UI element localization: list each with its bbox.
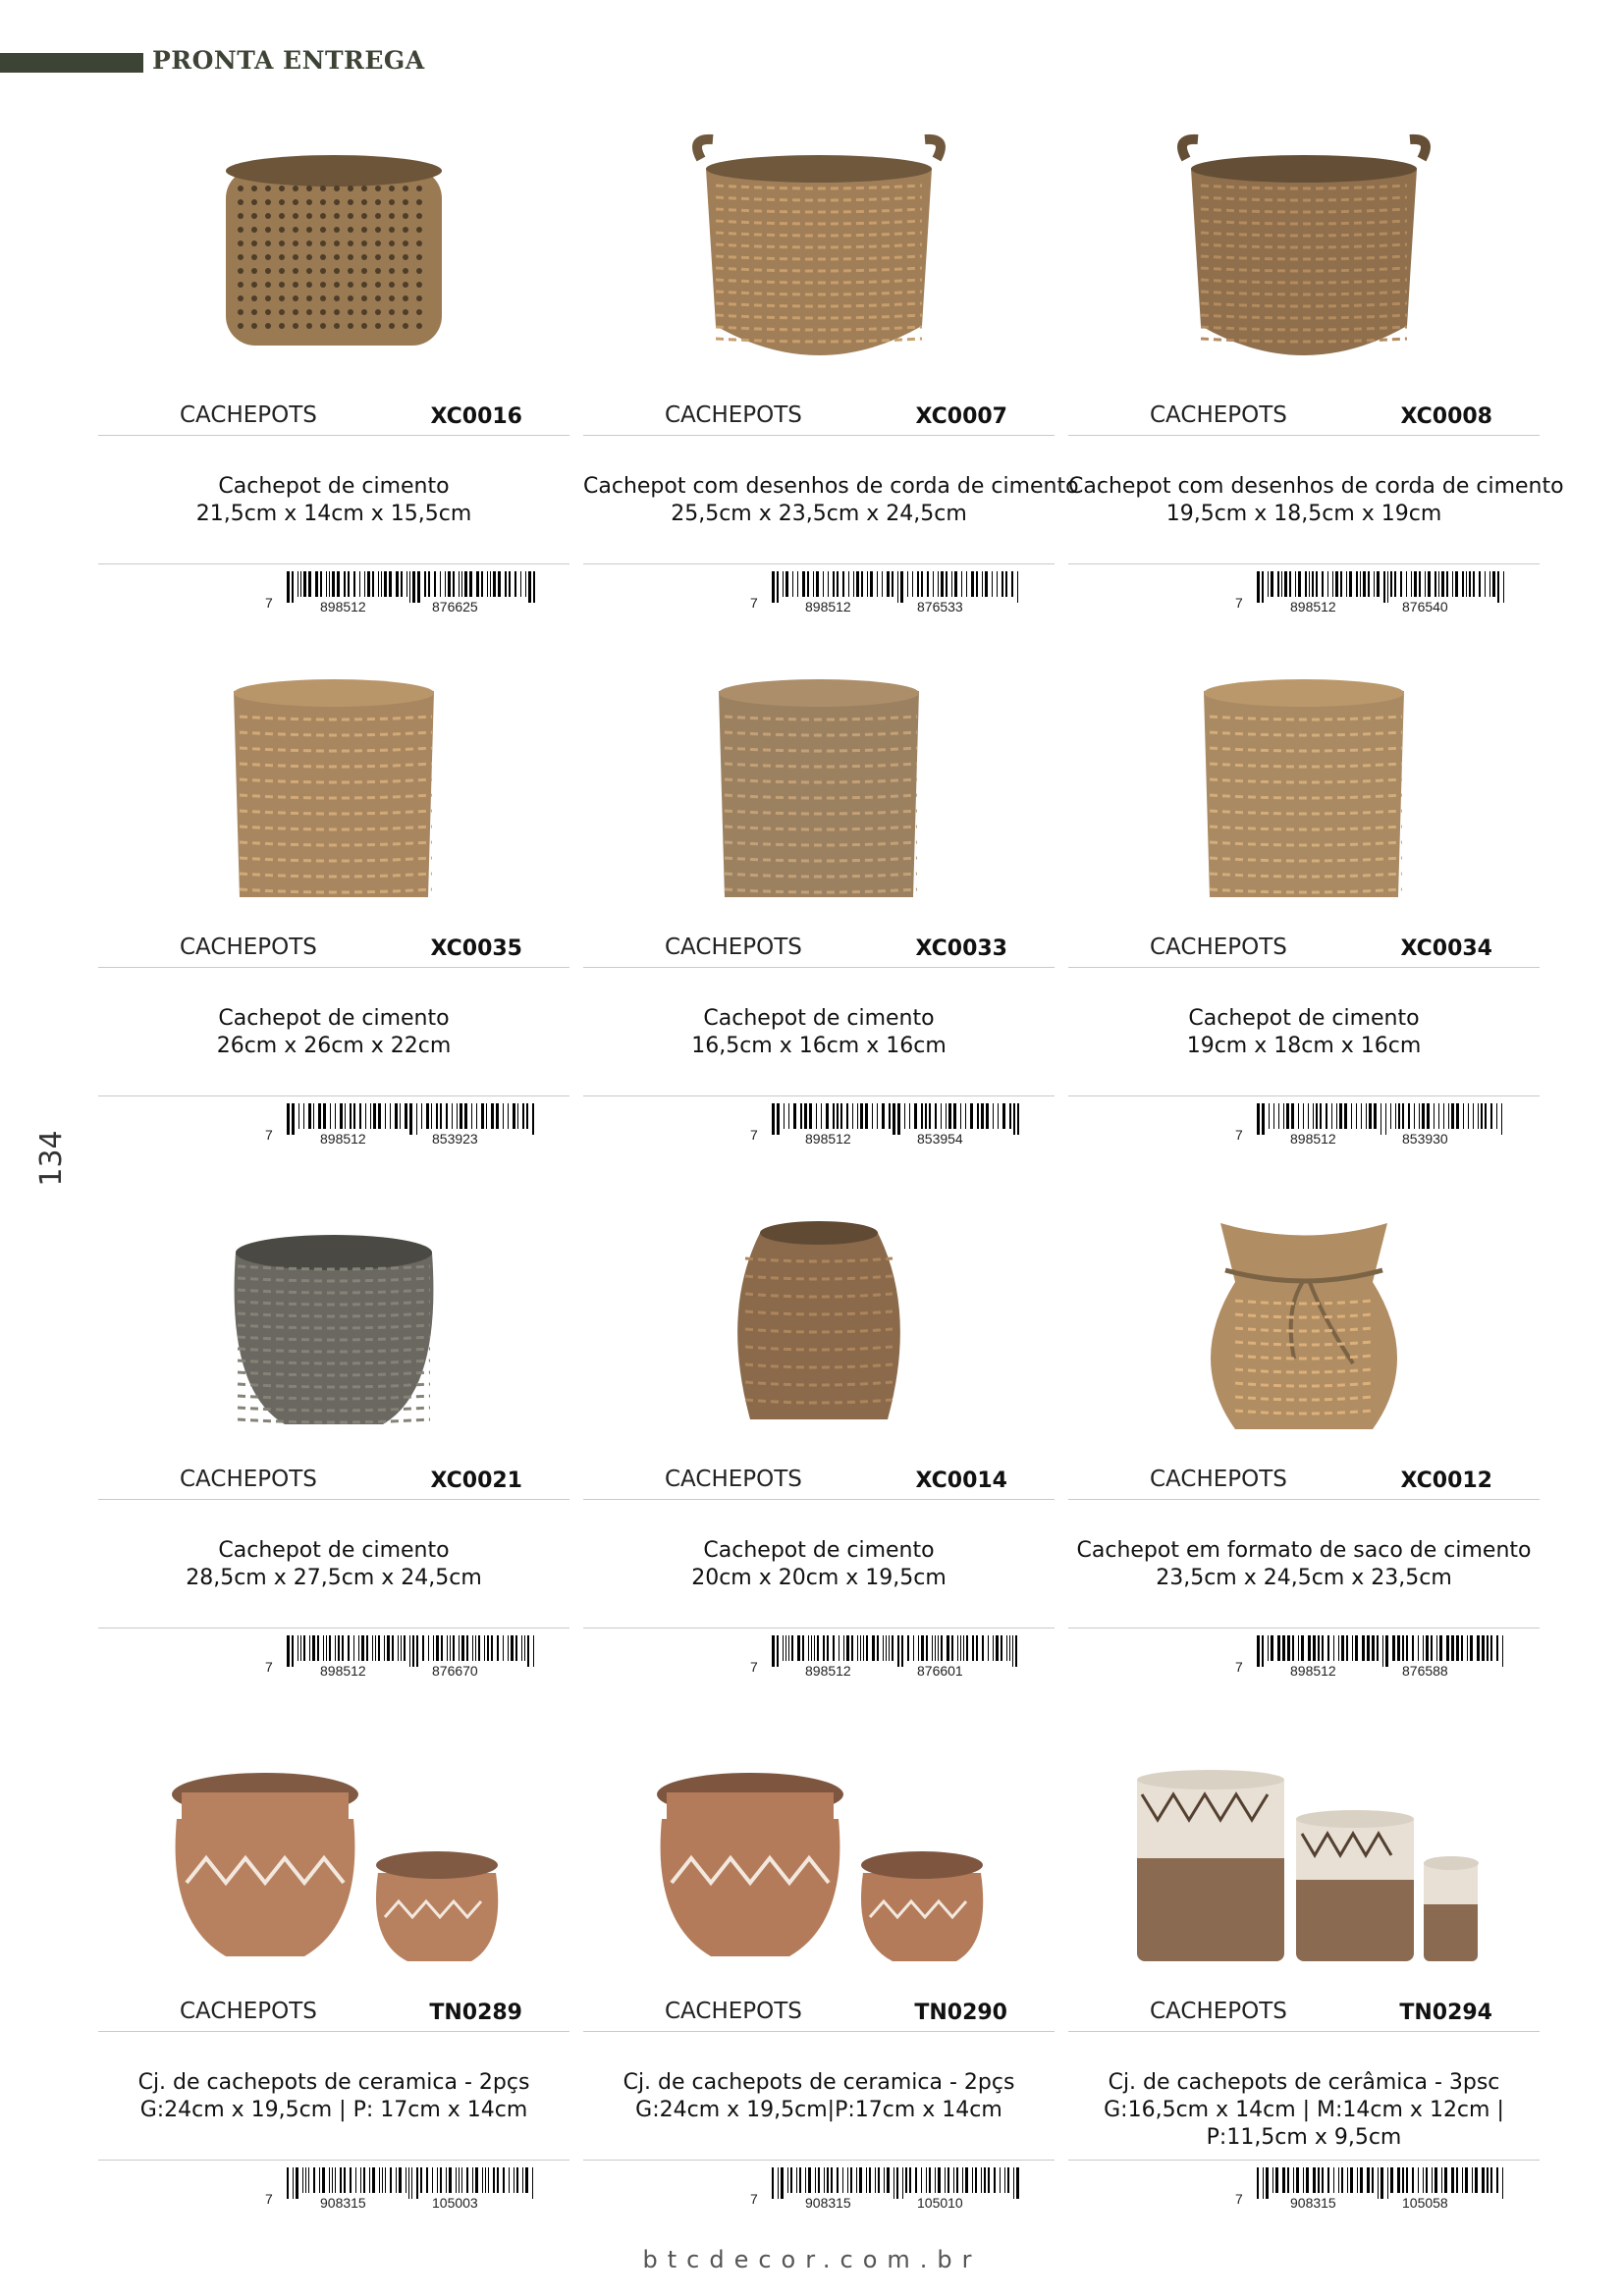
barcode-digit: 7: [1235, 1659, 1243, 1675]
product-card: [98, 1194, 569, 1729]
barcode: [1235, 571, 1510, 618]
description-line: Cachepot de cimento: [218, 474, 450, 499]
description-line: G:24cm x 19,5cm|P:17cm x 14cm: [635, 2098, 1002, 2122]
barcode-digits-right: 105058: [1402, 2195, 1448, 2211]
divider: [98, 563, 569, 564]
barcode-digits-right: 853954: [917, 1131, 963, 1147]
barcode-digits-right: 876670: [432, 1663, 478, 1679]
product-category: CACHEPOTS: [180, 1999, 317, 2024]
barcode-digits-left: 908315: [320, 2195, 366, 2211]
barcode-digits-right: 876625: [432, 599, 478, 614]
barcode-digit: 7: [750, 2191, 758, 2207]
barcode-digits-left: 898512: [805, 599, 851, 614]
product-description: [583, 473, 1079, 528]
barcode-digit: 7: [750, 1127, 758, 1143]
product-description: [1068, 1005, 1540, 1060]
description-line: 26cm x 26cm x 22cm: [216, 1034, 452, 1058]
divider: [583, 1628, 1055, 1629]
barcode-digits-left: 898512: [320, 599, 366, 614]
product-photo: [157, 1194, 511, 1449]
barcode-digits-left: 898512: [320, 1131, 366, 1147]
barcode-digits-right: 105003: [432, 2195, 478, 2211]
product-code: TN0289: [429, 2001, 522, 2025]
product-code: XC0008: [1400, 404, 1492, 429]
barcode-digits-left: 898512: [1290, 599, 1336, 614]
divider: [98, 1628, 569, 1629]
description-line: 16,5cm x 16cm x 16cm: [691, 1034, 947, 1058]
description-line: Cachepot de cimento: [1188, 1006, 1420, 1031]
header-accent-bar: [0, 53, 143, 73]
divider: [1068, 435, 1540, 436]
barcode: [265, 1635, 540, 1682]
product-description: [98, 2069, 569, 2124]
barcode-digits-right: 876540: [1402, 599, 1448, 614]
divider: [98, 967, 569, 968]
barcode-digit: 7: [265, 1659, 273, 1675]
description-line: G:16,5cm x 14cm | M:14cm x 12cm |: [1104, 2098, 1504, 2122]
description-line: Cachepot de cimento: [218, 1538, 450, 1563]
product-description: [98, 1537, 569, 1592]
product-card: [1068, 1194, 1540, 1729]
product-card: [583, 130, 1079, 665]
product-category: CACHEPOTS: [1150, 1999, 1287, 2024]
product-description: [98, 1005, 569, 1060]
barcode-digits-left: 898512: [805, 1663, 851, 1679]
description-line: 23,5cm x 24,5cm x 23,5cm: [1156, 1566, 1452, 1590]
barcode: [265, 2167, 540, 2215]
product-code: XC0016: [430, 404, 522, 429]
product-code: XC0007: [915, 404, 1007, 429]
description-line: Cj. de cachepots de ceramica - 2pçs: [137, 2070, 530, 2095]
product-photo: [157, 130, 511, 385]
divider: [1068, 563, 1540, 564]
product-category: CACHEPOTS: [1150, 402, 1287, 428]
divider: [583, 435, 1055, 436]
barcode: [1235, 2167, 1510, 2215]
product-photo: [642, 1194, 996, 1449]
description-line: Cj. de cachepots de cerâmica - 3psc: [1108, 2070, 1500, 2095]
product-code: XC0012: [1400, 1468, 1492, 1493]
product-description: [98, 473, 569, 528]
product-code: TN0294: [1399, 2001, 1492, 2025]
product-photo: [642, 130, 996, 385]
product-code: XC0014: [915, 1468, 1007, 1493]
barcode-digits-left: 898512: [805, 1131, 851, 1147]
product-category: CACHEPOTS: [665, 934, 802, 960]
barcode: [750, 571, 1025, 618]
product-description: [1068, 473, 1564, 528]
description-line: Cachepot de cimento: [703, 1006, 935, 1031]
divider: [1068, 1095, 1540, 1096]
divider: [583, 1095, 1055, 1096]
product-card: [1068, 1726, 1540, 2261]
description-line: Cachepot com desenhos de corda de cimento: [583, 474, 1079, 499]
description-line: Cachepot de cimento: [703, 1538, 935, 1563]
product-category: CACHEPOTS: [180, 402, 317, 428]
page-title: PRONTA ENTREGA: [152, 46, 425, 75]
description-line: 28,5cm x 27,5cm x 24,5cm: [186, 1566, 482, 1590]
product-description: [583, 1005, 1055, 1060]
description-line: 20cm x 20cm x 19,5cm: [691, 1566, 947, 1590]
product-photo: [1127, 662, 1481, 917]
divider: [1068, 1628, 1540, 1629]
product-code: TN0290: [914, 2001, 1007, 2025]
barcode-digits-right: 876601: [917, 1663, 963, 1679]
product-photo: [642, 1726, 996, 1981]
product-photo: [157, 1726, 511, 1981]
barcode-digit: 7: [265, 2191, 273, 2207]
divider: [1068, 2031, 1540, 2032]
barcode: [750, 1635, 1025, 1682]
barcode-digit: 7: [265, 595, 273, 611]
description-line: 19,5cm x 18,5cm x 19cm: [1165, 502, 1442, 526]
divider: [1068, 1499, 1540, 1500]
divider: [583, 2160, 1055, 2161]
product-card: [583, 1194, 1055, 1729]
description-line: 25,5cm x 23,5cm x 24,5cm: [671, 502, 967, 526]
product-card: [583, 1726, 1055, 2261]
description-line: Cachepot de cimento: [218, 1006, 450, 1031]
barcode-digit: 7: [1235, 595, 1243, 611]
barcode-digits-left: 908315: [805, 2195, 851, 2211]
product-code: XC0034: [1400, 936, 1492, 961]
divider: [1068, 2160, 1540, 2161]
page-number: 134: [34, 1130, 69, 1187]
barcode-digit: 7: [265, 1127, 273, 1143]
divider: [583, 2031, 1055, 2032]
divider: [583, 1499, 1055, 1500]
description-line: P:11,5cm x 9,5cm: [1206, 2125, 1402, 2150]
description-line: Cachepot em formato de saco de cimento: [1076, 1538, 1532, 1563]
product-card: [1068, 662, 1540, 1197]
product-photo: [157, 662, 511, 917]
product-code: XC0033: [915, 936, 1007, 961]
product-photo: [1127, 130, 1481, 385]
product-description: [1068, 1537, 1540, 1592]
product-card: [1068, 130, 1564, 665]
barcode-digit: 7: [750, 595, 758, 611]
barcode: [750, 1103, 1025, 1150]
product-photo: [642, 662, 996, 917]
barcode-digits-left: 898512: [1290, 1131, 1336, 1147]
barcode-digits-right: 853923: [432, 1131, 478, 1147]
divider: [98, 1095, 569, 1096]
product-category: CACHEPOTS: [665, 1467, 802, 1492]
divider: [1068, 967, 1540, 968]
product-code: XC0035: [430, 936, 522, 961]
product-photo: [1127, 1194, 1481, 1449]
description-line: 19cm x 18cm x 16cm: [1186, 1034, 1422, 1058]
divider: [98, 435, 569, 436]
product-card: [98, 662, 569, 1197]
divider: [583, 967, 1055, 968]
barcode-digits-right: 876588: [1402, 1663, 1448, 1679]
product-card: [583, 662, 1055, 1197]
description-line: 21,5cm x 14cm x 15,5cm: [195, 502, 472, 526]
barcode: [1235, 1635, 1510, 1682]
description-line: Cachepot com desenhos de corda de cimento: [1068, 474, 1564, 499]
product-category: CACHEPOTS: [180, 934, 317, 960]
product-card: [98, 130, 569, 665]
product-category: CACHEPOTS: [180, 1467, 317, 1492]
barcode-digit: 7: [1235, 1127, 1243, 1143]
product-category: CACHEPOTS: [1150, 1467, 1287, 1492]
product-category: CACHEPOTS: [665, 402, 802, 428]
barcode: [265, 571, 540, 618]
footer-url: btcdecor.com.br: [642, 2246, 982, 2273]
barcode: [750, 2167, 1025, 2215]
barcode-digits-left: 898512: [1290, 1663, 1336, 1679]
product-description: [583, 2069, 1055, 2124]
description-line: Cj. de cachepots de ceramica - 2pçs: [623, 2070, 1015, 2095]
product-description: [583, 1537, 1055, 1592]
product-photo: [1127, 1726, 1481, 1981]
barcode-digits-left: 908315: [1290, 2195, 1336, 2211]
barcode-digit: 7: [1235, 2191, 1243, 2207]
barcode-digits-right: 876533: [917, 599, 963, 614]
barcode: [1235, 1103, 1510, 1150]
barcode-digits-right: 105010: [917, 2195, 963, 2211]
divider: [98, 1499, 569, 1500]
barcode-digits-right: 853930: [1402, 1131, 1448, 1147]
barcode-digits-left: 898512: [320, 1663, 366, 1679]
divider: [98, 2160, 569, 2161]
barcode: [265, 1103, 540, 1150]
product-description: [1068, 2069, 1540, 2152]
product-code: XC0021: [430, 1468, 522, 1493]
product-category: CACHEPOTS: [1150, 934, 1287, 960]
product-category: CACHEPOTS: [665, 1999, 802, 2024]
description-line: G:24cm x 19,5cm | P: 17cm x 14cm: [139, 2098, 528, 2122]
divider: [98, 2031, 569, 2032]
product-card: [98, 1726, 569, 2261]
divider: [583, 563, 1055, 564]
barcode-digit: 7: [750, 1659, 758, 1675]
